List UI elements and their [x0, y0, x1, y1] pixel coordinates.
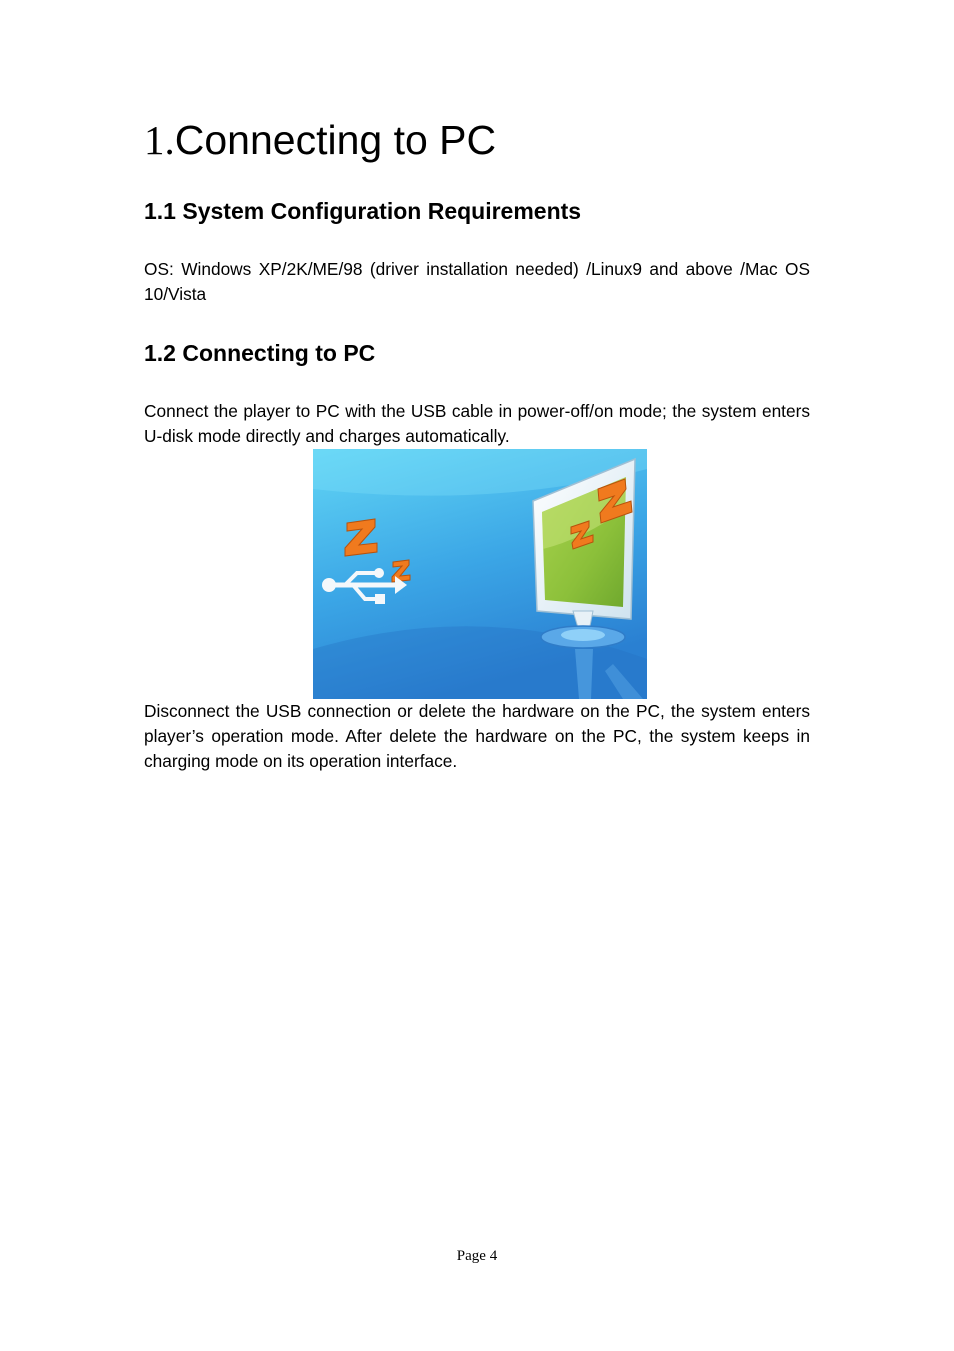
- chapter-title: [144, 112, 496, 168]
- section-heading-connecting: 1.2 Connecting to PC: [144, 340, 376, 366]
- chapter-number: 1.: [144, 117, 175, 163]
- connect-paragraph: Connect the player to PC with the USB cable in power-off/on mode; the system enters U-disk mode directly and charges automatically.: [144, 401, 810, 446]
- chapter-title-text: Connecting to PC: [174, 117, 497, 163]
- page-number: Page 4: [456, 1248, 498, 1264]
- usb-connection-screen-image: [313, 449, 647, 699]
- system-requirements-paragraph: OS: Windows XP/2K/ME/98 (driver installation needed) /Linux9 and above /Mac OS 10/Vista: [144, 259, 810, 304]
- section-heading-system-requirements: 1.1 System Configuration Requirements: [144, 198, 582, 224]
- disconnect-paragraph: Disconnect the USB connection or delete the hardware on the PC, the system enters player’s operation mode. After delete the hardware on the PC, the system keeps in charging mode on its operation interface.: [144, 701, 810, 771]
